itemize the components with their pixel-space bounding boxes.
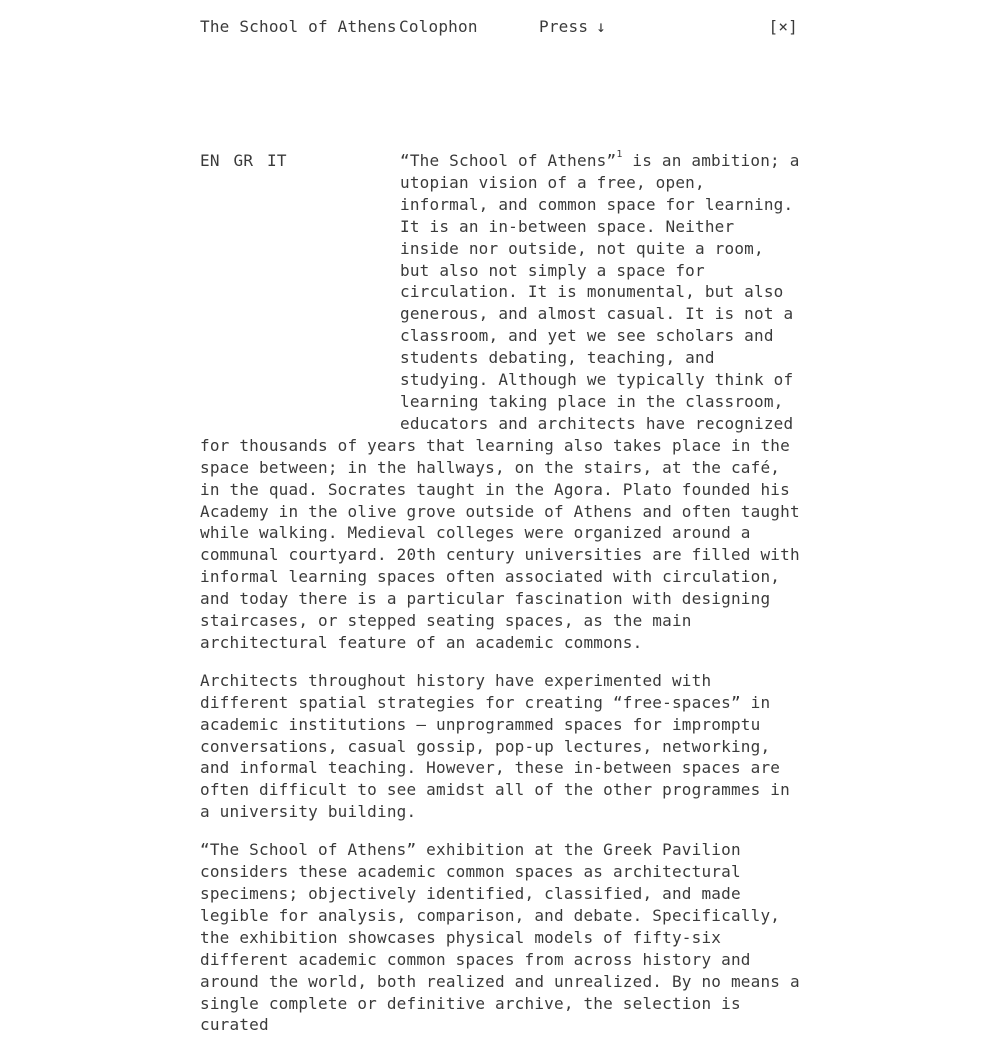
colophon-link[interactable]: Colophon: [399, 17, 478, 36]
article-content: [200, 150, 802, 1052]
arrow-down-icon: ↓: [596, 17, 607, 36]
press-link[interactable]: [539, 16, 606, 38]
site-title-link[interactable]: The School of Athens: [200, 17, 397, 36]
paragraph-1-text: is an ambition; a utopian vision of a free, open, informal, and common space for learning. It is an in-between space. Neither inside nor outside, not quite a room, but also not simply a space for circulation. It is monumental, but also generous, and almost casual. It is not a classroom, and yet we see scholars and students debating, teaching, and studying. Although we typically think of learning taking place in the classroom, educators and architects have recognized for thousands of years that learning also takes place in the space between; in the hallways, on the stairs, at the café, in the quad. Socrates taught in the Agora. Plato founded his Academy in the olive grove outside of Athens and often taught while walking. Medieval colleges were organized around a communal courtyard. 20th century universities are filled with informal learning spaces often associated with circulation, and today there is a particular fascination with designing staircases, or stepped seating spaces, as the main architectural feature of an academic commons.: [200, 151, 800, 652]
exhibition-title-quote: “The School of Athens”: [400, 151, 617, 170]
language-switcher: [200, 150, 400, 414]
paragraph-2: Architects throughout history have experimented with different spatial strategies for creating “free-spaces” in academic institutions – unprogrammed spaces for impromptu conversations, casual gossip, pop-up lectures, networking, and informal teaching. However, these in-between spaces are often difficult to see amidst all of the other programmes in a university building.: [200, 670, 790, 822]
lang-it-link[interactable]: IT: [267, 151, 287, 170]
press-label: Press: [539, 17, 589, 36]
lang-gr-link[interactable]: GR: [233, 151, 254, 170]
top-navigation: [200, 16, 800, 38]
footnote-marker[interactable]: 1: [616, 149, 623, 160]
lang-en-link[interactable]: EN: [200, 151, 220, 170]
close-button[interactable]: [×]: [768, 17, 798, 36]
paragraph-3: “The School of Athens” exhibition at the Greek Pavilion considers these academic common spaces as architectural specimens; objectively identified, classified, and made legible for analysis, comparison, and debate. Specifically, the exhibition showcases physical models of fifty-six different academic common spaces from across history and around the world, both realized and unrealized. By no means a single complete or definitive archive, the selection is curated: [200, 840, 800, 1035]
